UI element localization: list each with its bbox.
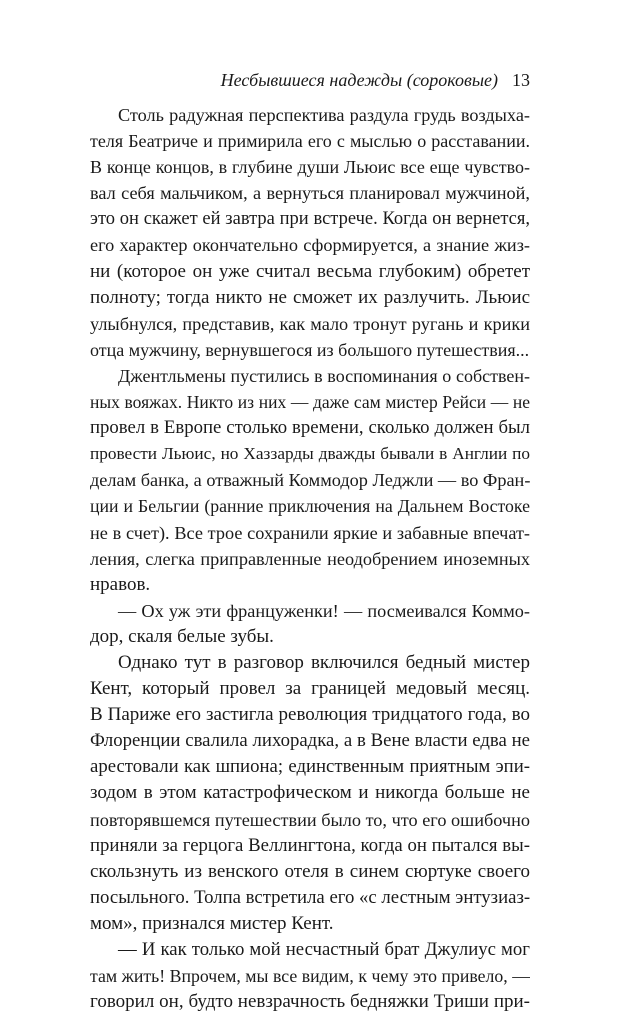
text-line: В Париже его застигла революция тридцатого года, во (90, 704, 530, 726)
text-line: ции и Бельгии (ранние приключения на Дальнем Востоке (90, 496, 530, 517)
text-line: ни (которое он уже считал весьма глубоким) обретет (90, 260, 530, 282)
text-line: мом», признался мистер Кент. (90, 912, 334, 934)
text-line: приняли за герцога Веллингтона, когда он пытался вы- (90, 834, 530, 856)
text-line: — Ох уж эти француженки! — посмеивался Коммо- (118, 600, 530, 621)
text-line: повторявшемся путешествии было то, что его ошибочно (90, 809, 530, 830)
text-line: Флоренции свалила лихорадка, а в Вене власти едва не (90, 730, 530, 752)
text-line: зодом в этом катастрофическом и никогда больше не (90, 782, 530, 804)
page-number: 13 (512, 70, 530, 90)
text-line: посыльного. Толпа встретила его «с лестным энтузиаз- (90, 886, 530, 908)
text-line: там жить! Впрочем, мы все видим, к чему это привело, — (90, 966, 530, 987)
text-line: это он скажет ей завтра при встрече. Когда он вернется, (90, 209, 530, 230)
text-line: вал себя мальчиком, а вернуться планировал мужчиной, (90, 183, 530, 204)
text-line: ных вояжах. Никто из них — даже сам мистер Рейси — не (90, 392, 530, 413)
text-line: Однако тут в разговор включился бедный мистер (118, 651, 530, 673)
text-line: полноту; тогда никто не сможет их разлучить. Льюис (90, 286, 530, 308)
text-line: В конце концов, в глубине души Льюис все еще чувство- (90, 157, 530, 178)
text-line: арестовали как шпиона; единственным приятным эпи- (90, 756, 530, 778)
text-line: дор, скаля белые зубы. (90, 625, 274, 647)
text-line: — И как только мой несчастный брат Джулиус мог (118, 939, 530, 960)
running-title: Несбывшиеся надежды (сороковые) (220, 70, 498, 90)
text-line: скользнуть из венского отеля в синем сюртуке своего (90, 860, 530, 882)
text-line: теля Беатриче и примирила его с мыслью о расставании. (90, 131, 530, 152)
text-line: улыбнулся, представив, как мало тронут ругань и крики (90, 313, 530, 334)
text-line: провести Льюис, но Хаззарды дважды бывали в Англии по (90, 444, 530, 464)
text-line: Джентльмены пустились в воспоминания о собствен- (118, 365, 530, 386)
text-line: Кент, который провел за границей медовый месяц. (90, 678, 530, 700)
text-line: ления, слегка приправленные неодобрением иноземных (90, 548, 530, 569)
text-line: нравов. (90, 573, 151, 595)
text-line: говорил он, будто невзрачность бедняжки Триши при- (90, 991, 530, 1013)
text-line: Столь радужная перспектива раздула грудь воздыха- (118, 105, 530, 125)
body-text (90, 102, 530, 1015)
text-line: делам банка, а отважный Коммодор Леджли — во Фран- (90, 470, 530, 491)
text-line: провел в Европе столько времени, сколько должен был (90, 417, 530, 439)
text-line: его характер окончательно сформируется, а знание жиз- (90, 235, 530, 256)
text-line: не в счет). Все трое сохранили яркие и забавные впечат- (90, 522, 530, 543)
running-header (90, 70, 530, 96)
text-line: отца мужчину, вернувшегося из большого путешествия... (90, 339, 530, 360)
